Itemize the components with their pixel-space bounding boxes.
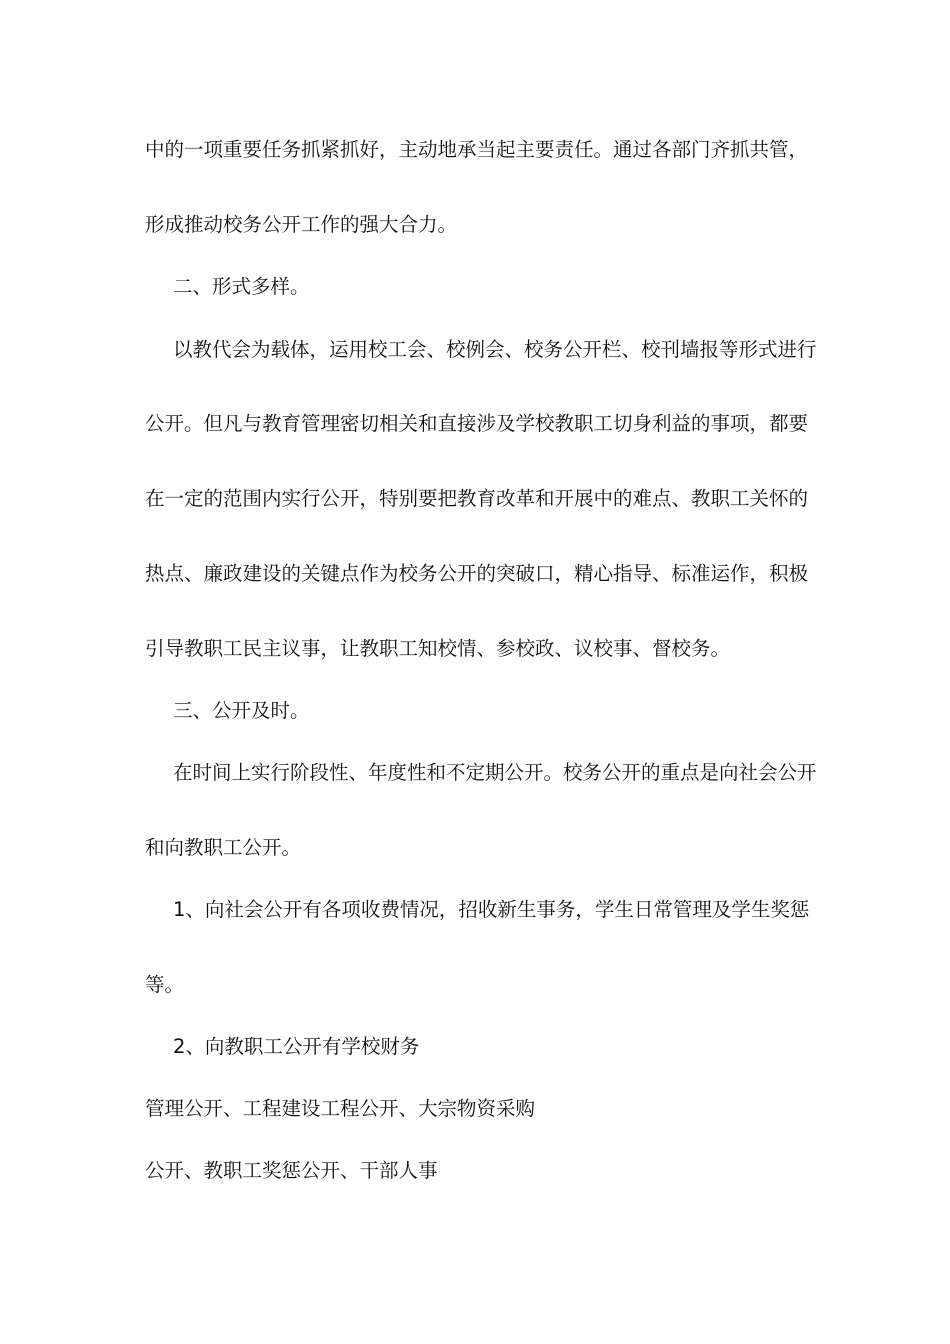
section-heading: 三、公开及时。 <box>173 699 310 722</box>
section-heading: 二、形式多样。 <box>173 275 310 298</box>
paragraph-line: 管理公开、工程建设工程公开、大宗物资采购 <box>145 1097 536 1120</box>
paragraph-line: 公开、教职工奖惩公开、干部人事 <box>145 1159 438 1182</box>
list-item: 2、向教职工公开有学校财务 <box>173 1035 420 1058</box>
paragraph-line: 引导教职工民主议事，让教职工知校情、参校政、议校事、督校务。 <box>145 637 731 660</box>
paragraph-line: 在一定的范围内实行公开，特别要把教育改革和开展中的难点、教职工关怀的 <box>145 487 809 510</box>
paragraph-line: 公开。但凡与教育管理密切相关和直接涉及学校教职工切身利益的事项，都要 <box>145 412 809 435</box>
list-item: 1、向社会公开有各项收费情况，招收新生事务，学生日常管理及学生奖惩 <box>173 898 810 921</box>
paragraph-line: 形成推动校务公开工作的强大合力。 <box>145 213 458 236</box>
paragraph-line: 以教代会为载体，运用校工会、校例会、校务公开栏、校刊墙报等形式进行 <box>173 338 817 361</box>
paragraph-line: 在时间上实行阶段性、年度性和不定期公开。校务公开的重点是向社会公开 <box>173 761 817 784</box>
paragraph-line: 热点、廉政建设的关键点作为校务公开的突破口，精心指导、标准运作，积极 <box>145 562 809 585</box>
paragraph-line: 中的一项重要任务抓紧抓好，主动地承当起主要责任。通过各部门齐抓共管， <box>145 138 809 161</box>
paragraph-line: 和向教职工公开。 <box>145 836 302 859</box>
paragraph-line: 等。 <box>145 973 185 996</box>
